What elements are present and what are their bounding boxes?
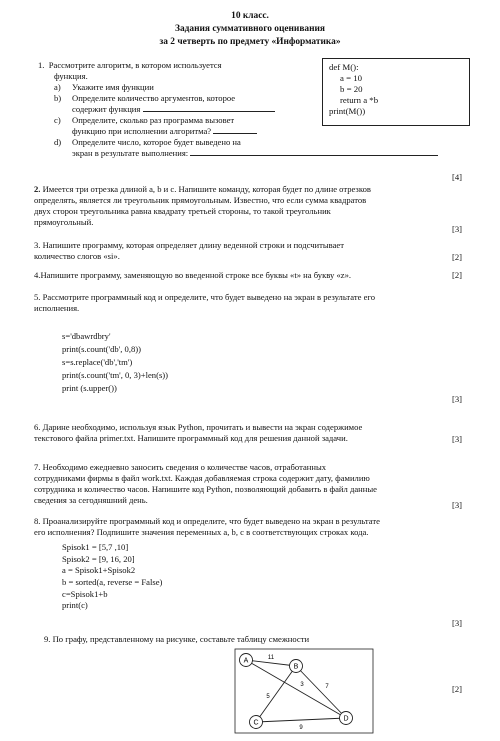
q8-line-2: его исполнения? Подпишите значения переменных a, b, c в соответствующих строках кода.: [34, 527, 369, 537]
graph-edge-weight: 3: [300, 682, 304, 688]
q8-code-line: c=Spisok1+b: [62, 588, 108, 599]
q5-code: [62, 330, 168, 395]
q5-line-2: исполнения.: [34, 303, 80, 313]
q3-mark: [2]: [451, 252, 462, 262]
q1-part-a: a) Укажите имя функции: [54, 82, 154, 92]
q8-code-line: Spisok1 = [5,7 ,10]: [62, 542, 129, 552]
header-title: Задания суммативного оценивания: [175, 24, 325, 34]
q7-line-2: сотрудниками фирмы в файл work.txt. Каждая добавляемая строка содержит дату, фамилию: [34, 473, 370, 483]
q8-line-1: 8. Проанализируйте программный код и определите, что будет выведено на экран в результате: [34, 516, 380, 526]
q1-line-2: функция.: [54, 71, 88, 81]
q2-line-1: Имеется три отрезка длиной a, b и c. Напишите команду, которая будет по длине отрезков: [40, 184, 371, 194]
q1-part-c-line-2: функцию при исполнении алгоритма?: [72, 126, 212, 136]
question-3: [34, 240, 344, 262]
q1-part-c: c) Определите, сколько раз программа вызовет: [54, 115, 235, 125]
q5-code-line: s=s.replace('db','tm'): [62, 357, 133, 368]
q7-line-4: сведения за сегодняшний день.: [34, 495, 148, 505]
q8-code-line: b = sorted(a, reverse = False): [62, 577, 163, 588]
q5-line-1: 5. Рассмотрите программный код и определите, что будет выведено на экран в результате его: [34, 292, 376, 302]
q5-code-line: print(s.count('db', 0,8)): [62, 344, 141, 355]
graph-edge-weight: 7: [325, 684, 329, 690]
header-subtitle: за 2 четверть по предмету «Информатика»: [159, 37, 341, 47]
q8-mark: [3]: [451, 618, 462, 628]
answer-blank-d[interactable]: [190, 148, 438, 156]
q1-part-b-line-2: содержит функция: [72, 104, 141, 114]
q5-code-line: print (s.upper()): [62, 383, 117, 394]
q5-mark: [3]: [451, 394, 462, 404]
q8-code-line: print(c): [62, 600, 88, 611]
q1-number: 1.: [38, 60, 45, 70]
q8-code-line: a = Spisok1+Spisok2: [62, 565, 136, 576]
question-7: [34, 462, 377, 506]
graph-edge-B-D: [293, 663, 346, 718]
question-6: [34, 422, 362, 444]
q8-code-line: Spisok2 = [9, 16, 20]: [62, 553, 135, 564]
q4-line: 4.Напишите программу, заменяющую во введенной строке все буквы «t» на букву «z».: [34, 270, 352, 280]
graph-node-label: A: [243, 657, 249, 665]
graph-edge-C-D: [256, 715, 349, 723]
graph-edge-weight: 11: [267, 655, 275, 661]
q3-line-1: 3. Напишите программу, которая определяет длину веденной строки и подсчитывает: [34, 240, 345, 250]
answer-blank-b[interactable]: [143, 104, 275, 112]
q2-line-3: двух сторон треугольника равна квадрату третьей стороны, то такой треугольник: [34, 206, 331, 216]
q1-code-line: def M():: [329, 62, 359, 72]
q6-line-1: 6. Дарине необходимо, используя язык Python, прочитать и вывести на экран содержимое: [34, 422, 363, 432]
graph-edge-weight: 5: [266, 694, 270, 700]
graph-node-label: D: [343, 715, 349, 723]
q1-code-line: b = 20: [329, 84, 363, 95]
answer-blank-c[interactable]: [213, 126, 257, 134]
q4-mark: [2]: [451, 270, 462, 280]
q1-part-d-line-2: экран в результате выполнения:: [72, 148, 189, 158]
question-8: [34, 516, 380, 538]
q6-line-2: текстового файла primer.txt. Напишите программный код для решения данной задачи.: [34, 433, 348, 443]
graph-nodes: [240, 654, 353, 729]
q6-mark: [3]: [451, 434, 462, 444]
q1-part-d: d) Определите число, которое будет выведено на: [54, 137, 241, 147]
q2-mark: [3]: [451, 224, 462, 234]
graph-node-label: C: [253, 719, 259, 727]
q9-mark: [2]: [451, 684, 462, 694]
q1-code-line: a = 10: [329, 73, 363, 84]
q2-line-4: прямоугольный.: [34, 217, 94, 227]
q1-code-line: return a *b: [329, 95, 379, 106]
q5-code-line: s='dbawrdbry': [62, 331, 111, 341]
q3-line-2: количество слогов «si».: [34, 251, 120, 261]
graph-edge-weight: 9: [299, 725, 303, 731]
graph-edge-B-C: [256, 666, 296, 722]
q7-line-1: 7. Необходимо ежедневно заносить сведения о количестве часов, отработанных: [34, 462, 327, 472]
q7-line-3: сотрудника и количество часов. Напишите код Python, позволяющий добавить в файл данные: [34, 484, 377, 494]
q1-line-1: Рассмотрите алгоритм, в котором используется: [48, 60, 222, 70]
q7-mark: [3]: [451, 500, 462, 510]
header-grade: 10 класс.: [231, 11, 269, 21]
q2-line-2: определять, является ли треугольник прямоугольным. Известно, что если сумма квадратов: [34, 195, 367, 205]
q1-mark: [4]: [451, 172, 462, 182]
q8-code: [62, 542, 162, 612]
graph-node-label: B: [293, 663, 299, 671]
question-5: [34, 292, 375, 314]
q5-code-line: print(s.count('tm', 0, 3)+len(s)): [62, 370, 169, 381]
q1-code-line: print(M()): [329, 106, 366, 117]
q9-graph: [234, 648, 374, 734]
q1-part-b: b) Определите количество аргументов, которое: [54, 93, 236, 103]
q1-code-box: [322, 58, 470, 126]
q9-line: 9. По графу, представленному на рисунке, составьте таблицу смежности: [44, 634, 310, 644]
question-2: 2. Имеется три отрезка длиной a, b и c. Напишите команду, которая будет по длине отрезков определять, является ли треугольник прямоугольным. Известно, что если сумма квадратов двух сторон треугольника равна квадрату третьей стороны, то такой треугольник прямоугольный.: [34, 184, 371, 227]
